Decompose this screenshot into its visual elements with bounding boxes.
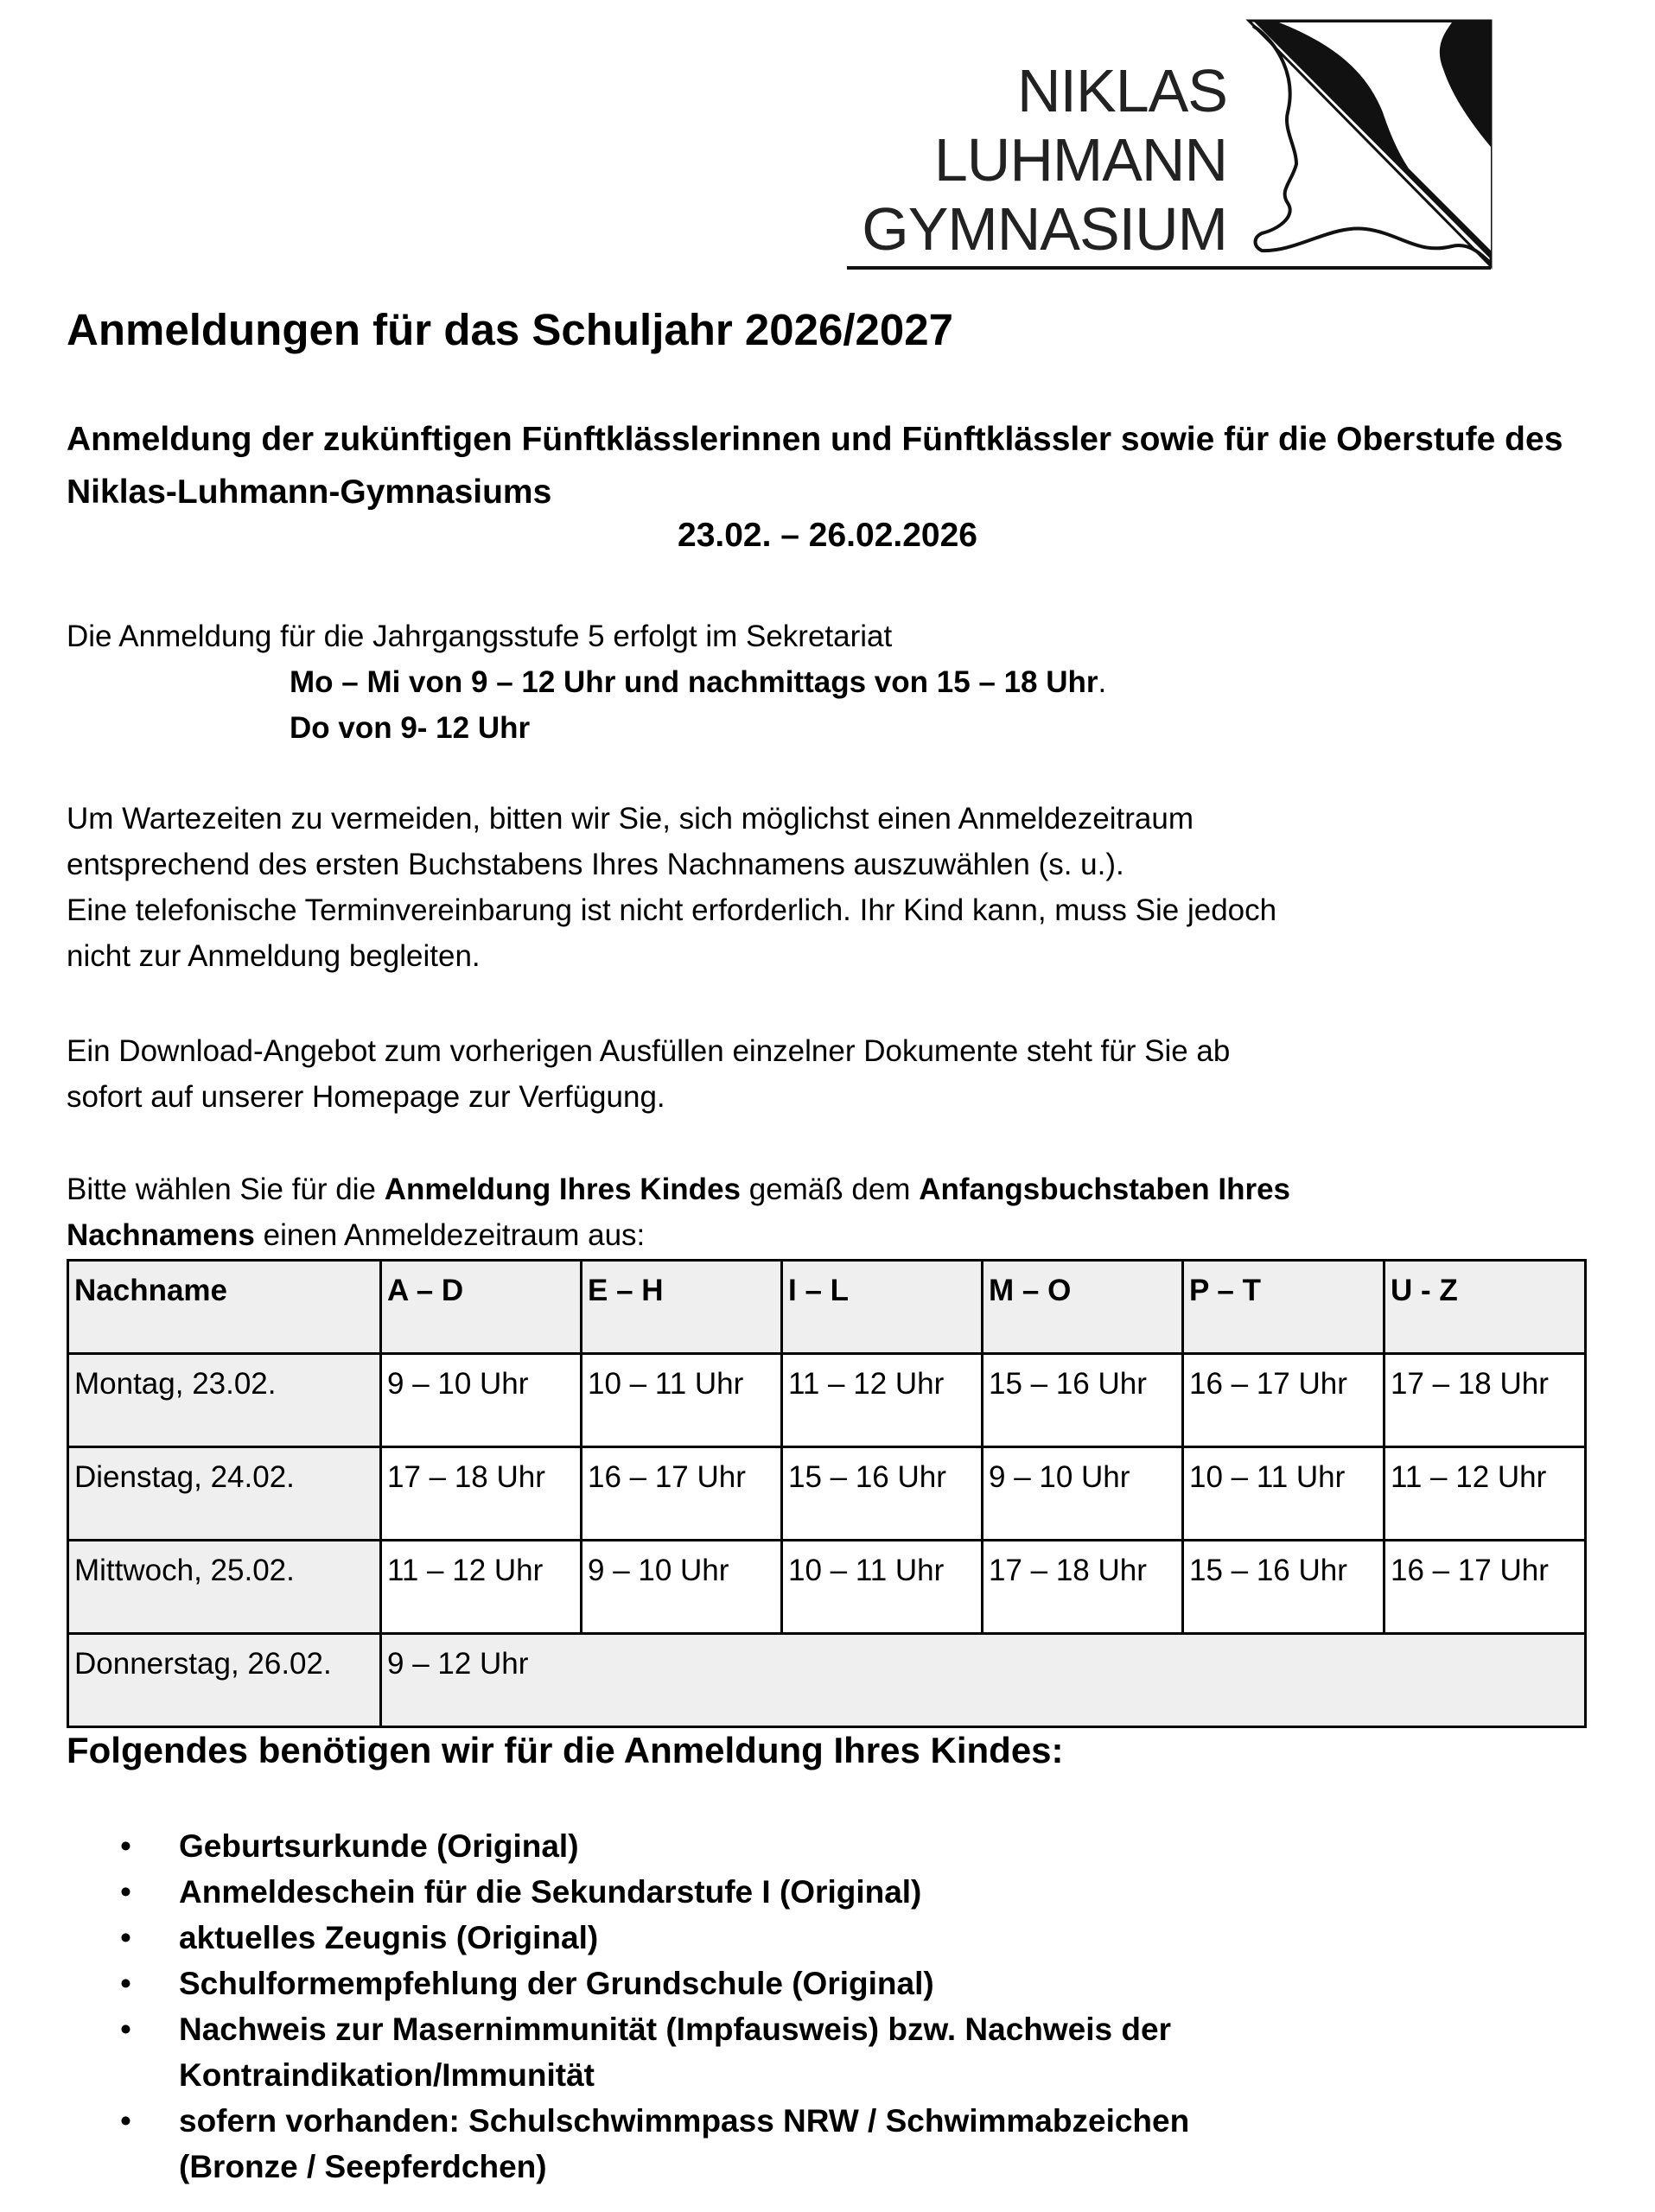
- table-cell: 15 – 16 Uhr: [782, 1447, 983, 1541]
- table-header-row: [68, 1261, 1586, 1354]
- table-day-cell: Dienstag, 24.02.: [68, 1447, 381, 1541]
- logo-line-1: NIKLAS: [1017, 57, 1227, 124]
- logo-line-3: GYMNASIUM: [862, 195, 1227, 263]
- table-day-cell: Donnerstag, 26.02.: [68, 1634, 381, 1727]
- table-header-cell: A – D: [381, 1261, 582, 1354]
- table-header-cell: M – O: [983, 1261, 1183, 1354]
- registration-dates: 23.02. – 26.02.2026: [678, 517, 977, 554]
- list-item-text: aktuelles Zeugnis (Original): [179, 1920, 599, 1955]
- table-header-cell: P – T: [1183, 1261, 1384, 1354]
- table-cell: 10 – 11 Uhr: [782, 1541, 983, 1634]
- table-cell: 9 – 10 Uhr: [381, 1354, 582, 1447]
- list-item: [67, 2098, 1285, 2190]
- list-item: [67, 1961, 1536, 2006]
- table-row: [68, 1354, 1586, 1447]
- list-item: [67, 1823, 1536, 1869]
- table-header-cell: U - Z: [1384, 1261, 1586, 1354]
- requirements-list: [67, 1823, 1536, 2190]
- table-cell: 15 – 16 Uhr: [1183, 1541, 1384, 1634]
- paragraph-waiting-line-1: Um Wartezeiten zu vermeiden, bitten wir Sie, sich möglichst einen Anmeldezeitraum: [67, 802, 1194, 836]
- choose-bold-2: Anfangsbuchstaben Ihres: [919, 1173, 1290, 1206]
- table-header-cell: I – L: [782, 1261, 983, 1354]
- paragraph-waiting-line-4: nicht zur Anmeldung begleiten.: [67, 939, 481, 973]
- table-day-cell: Montag, 23.02.: [68, 1354, 381, 1447]
- table-cell: 16 – 17 Uhr: [1384, 1541, 1586, 1634]
- logo-line-2: LUHMANN: [933, 126, 1227, 194]
- table-row: [68, 1447, 1586, 1541]
- table-cell: 11 – 12 Uhr: [782, 1354, 983, 1447]
- table-cell: 17 – 18 Uhr: [983, 1541, 1183, 1634]
- paragraph-download-line-2: sofort auf unserer Homepage zur Verfügung.: [67, 1080, 665, 1114]
- list-item-text: Nachweis zur Masernimmunität (Impfausweis) bzw. Nachweis der Kontraindikation/Immunität: [179, 2012, 1171, 2093]
- table-cell: 9 – 10 Uhr: [582, 1541, 782, 1634]
- paragraph-download-line-1: Ein Download-Angebot zum vorherigen Ausfüllen einzelner Dokumente steht für Sie ab: [67, 1034, 1231, 1068]
- table-cell: 11 – 12 Uhr: [1384, 1447, 1586, 1541]
- schedule-table: [67, 1259, 1587, 1728]
- choose-bold-1: Anmeldung Ihres Kindes: [384, 1173, 741, 1206]
- paragraph-waiting-line-3: Eine telefonische Terminvereinbarung ist nicht erforderlich. Ihr Kind kann, muss Sie jedoch: [67, 893, 1277, 927]
- school-logo: [847, 17, 1495, 273]
- table-cell: 10 – 11 Uhr: [582, 1354, 782, 1447]
- bullet-icon: •: [120, 2103, 131, 2139]
- table-cell: 9 – 10 Uhr: [983, 1447, 1183, 1541]
- table-cell: 9 – 12 Uhr: [381, 1634, 1586, 1727]
- page-subtitle: Anmeldung der zukünftigen Fünftklässlerinnen und Fünftklässler sowie für die Oberstufe des Niklas-Luhmann-Gymnasiums: [67, 421, 1563, 511]
- list-item-text: sofern vorhanden: Schulschwimmpass NRW / Schwimmabzeichen (Bronze / Seepferdchen): [179, 2103, 1190, 2184]
- table-cell: 10 – 11 Uhr: [1183, 1447, 1384, 1541]
- bullet-icon: •: [120, 1966, 131, 2001]
- bullet-icon: •: [120, 1874, 131, 1910]
- choose-text-1: Bitte wählen Sie für die: [67, 1173, 385, 1206]
- paragraph-choose-line-2: [67, 1212, 645, 1258]
- requirements-heading: Folgendes benötigen wir für die Anmeldung Ihres Kindes:: [67, 1730, 1064, 1770]
- list-item: [67, 2006, 1285, 2098]
- table-row: [68, 1541, 1586, 1634]
- paragraph-waiting-line-2: entsprechend des ersten Buchstabens Ihres Nachnamens auszuwählen (s. u.).: [67, 848, 1124, 881]
- list-item-text: Geburtsurkunde (Original): [179, 1828, 579, 1864]
- page-title: Anmeldungen für das Schuljahr 2026/2027: [67, 305, 954, 354]
- table-cell: 17 – 18 Uhr: [1384, 1354, 1586, 1447]
- paragraph-choose-line-1: [67, 1166, 1290, 1212]
- choose-bold-3: Nachnamens: [67, 1218, 255, 1252]
- table-cell: 11 – 12 Uhr: [381, 1541, 582, 1634]
- list-item-text: Schulformempfehlung der Grundschule (Original): [179, 1966, 934, 2001]
- table-cell: 15 – 16 Uhr: [983, 1354, 1183, 1447]
- choose-text-2: gemäß dem: [741, 1173, 920, 1206]
- office-hours-thursday: Do von 9- 12 Uhr: [290, 711, 531, 745]
- office-hours-weekdays-text: Mo – Mi von 9 – 12 Uhr und nachmittags von 15 – 18 Uhr: [290, 665, 1098, 699]
- office-hours-weekdays: [290, 659, 1106, 705]
- table-row: [68, 1634, 1586, 1727]
- table-cell: 16 – 17 Uhr: [1183, 1354, 1384, 1447]
- table-cell: 17 – 18 Uhr: [381, 1447, 582, 1541]
- list-item: [67, 1915, 1536, 1961]
- list-item-text: Anmeldeschein für die Sekundarstufe I (Original): [179, 1874, 922, 1910]
- table-day-cell: Mittwoch, 25.02.: [68, 1541, 381, 1634]
- choose-text-3: einen Anmeldezeitraum aus:: [254, 1218, 646, 1252]
- intro-line: Die Anmeldung für die Jahrgangsstufe 5 erfolgt im Sekretariat: [67, 620, 893, 653]
- bullet-icon: •: [120, 1828, 131, 1864]
- table-header-cell: Nachname: [68, 1261, 381, 1354]
- office-hours-period: .: [1098, 665, 1107, 699]
- table-header-cell: E – H: [582, 1261, 782, 1354]
- table-cell: 16 – 17 Uhr: [582, 1447, 782, 1541]
- list-item: [67, 1869, 1536, 1915]
- bullet-icon: •: [120, 1920, 131, 1955]
- bullet-icon: •: [120, 2012, 131, 2047]
